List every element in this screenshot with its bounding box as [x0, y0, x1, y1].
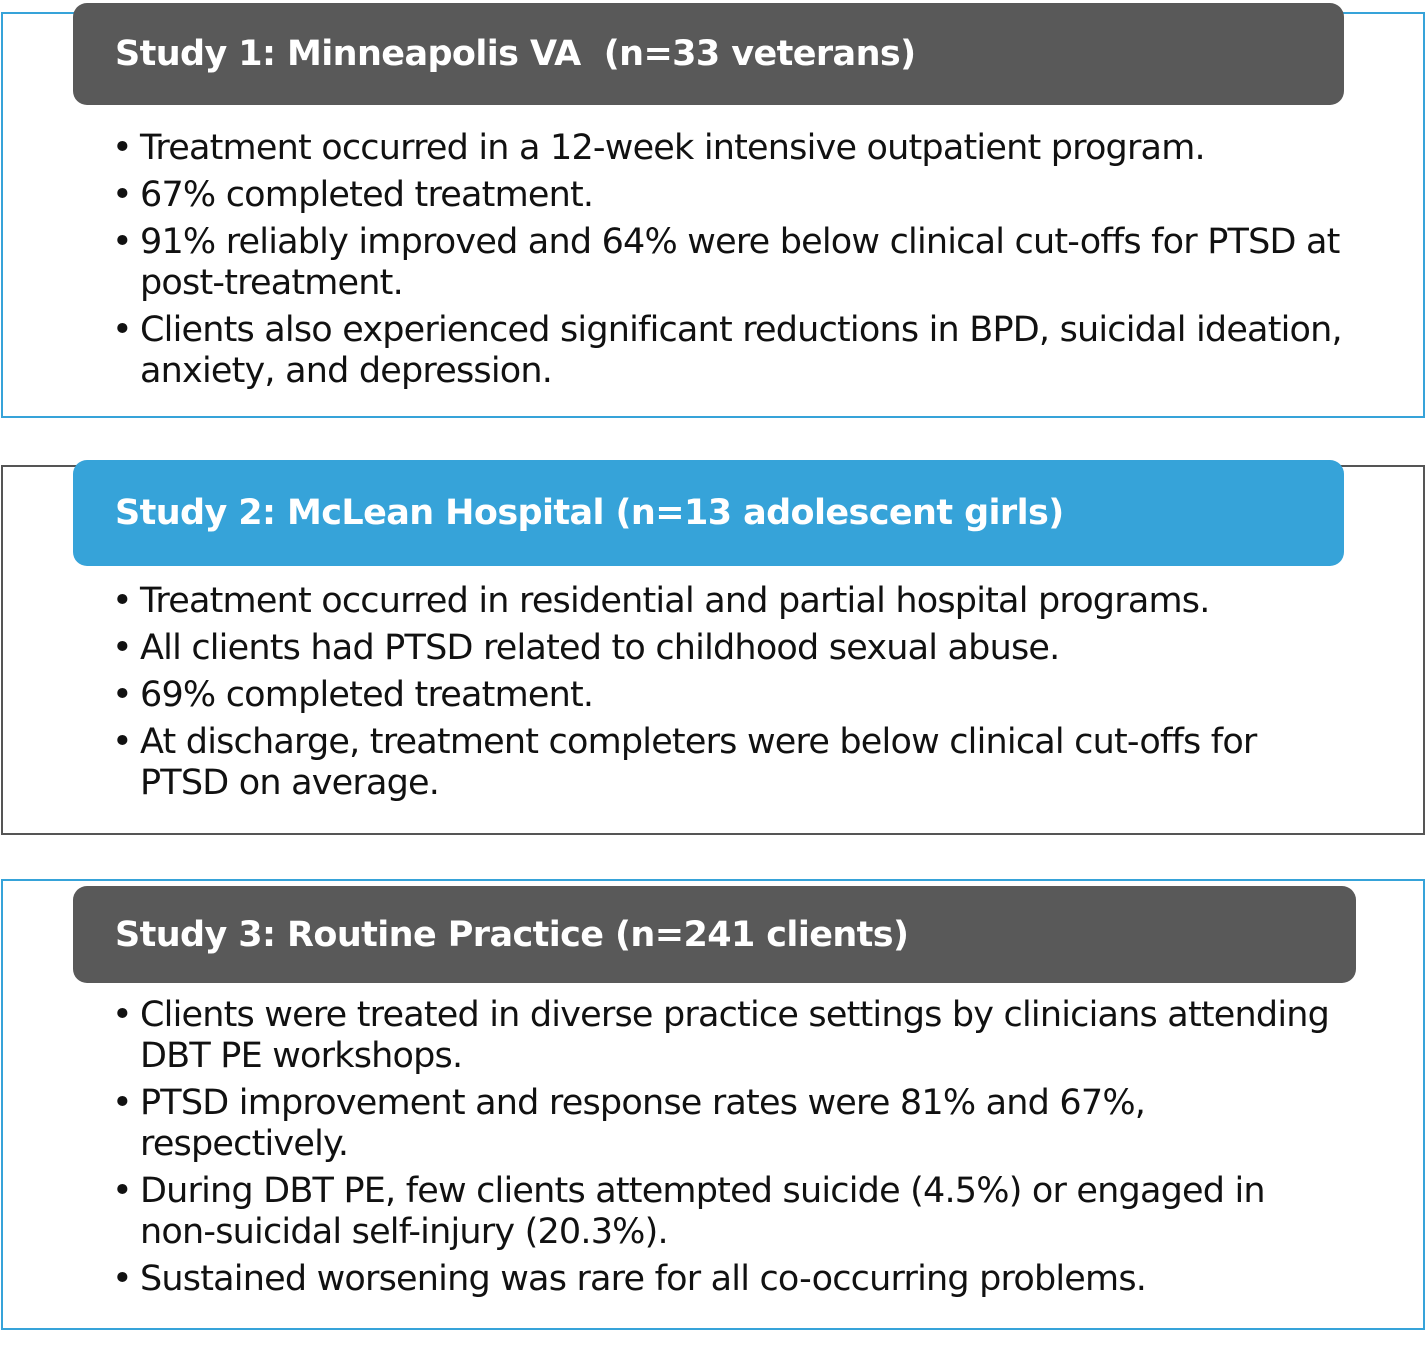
list-item: [112, 1171, 1342, 1253]
study-1-header: Study 1: Minneapolis VA (n=33 veterans): [73, 3, 1344, 105]
bullet-icon: •: [112, 628, 132, 668]
bullet-text: At discharge, treatment completers were below clinical cut-offs for PTSD on average.: [140, 722, 1257, 803]
list-item: [112, 995, 1342, 1077]
bullet-icon: •: [112, 175, 132, 215]
bullet-icon: •: [112, 1259, 132, 1299]
bullet-text: 67% completed treatment.: [140, 175, 594, 215]
list-item: [112, 1259, 1342, 1300]
list-item: [112, 1083, 1342, 1165]
bullet-text: All clients had PTSD related to childhood sexual abuse.: [140, 628, 1060, 668]
bullet-text: Clients were treated in diverse practice settings by clinicians attending DBT PE workshops.: [140, 995, 1330, 1076]
list-item: [112, 675, 1342, 716]
study-1-bullet-list: [112, 128, 1342, 398]
bullet-icon: •: [112, 222, 132, 262]
bullet-icon: •: [112, 128, 132, 168]
bullet-icon: •: [112, 310, 132, 350]
bullet-icon: •: [112, 1171, 132, 1211]
bullet-text: Clients also experienced significant reductions in BPD, suicidal ideation, anxiety, and depression.: [140, 310, 1342, 391]
study-2-header: Study 2: McLean Hospital (n=13 adolescent girls): [73, 460, 1344, 566]
bullet-text: PTSD improvement and response rates were 81% and 67%, respectively.: [140, 1083, 1146, 1164]
list-item: [112, 222, 1342, 304]
bullet-icon: •: [112, 722, 132, 762]
study-3-header: Study 3: Routine Practice (n=241 clients): [73, 886, 1356, 983]
bullet-text: Treatment occurred in residential and partial hospital programs.: [140, 581, 1210, 621]
list-item: [112, 628, 1342, 669]
bullet-text: Treatment occurred in a 12-week intensive outpatient program.: [140, 128, 1205, 168]
bullet-text: 69% completed treatment.: [140, 675, 594, 715]
list-item: [112, 128, 1342, 169]
bullet-icon: •: [112, 1083, 132, 1123]
list-item: [112, 175, 1342, 216]
bullet-icon: •: [112, 581, 132, 621]
bullet-icon: •: [112, 995, 132, 1035]
list-item: [112, 722, 1342, 804]
list-item: [112, 581, 1342, 622]
bullet-text: Sustained worsening was rare for all co-occurring problems.: [140, 1259, 1147, 1299]
bullet-text: During DBT PE, few clients attempted suicide (4.5%) or engaged in non-suicidal self-injury (20.3%).: [140, 1171, 1265, 1252]
study-2-bullet-list: [112, 581, 1342, 810]
bullet-text: 91% reliably improved and 64% were below clinical cut-offs for PTSD at post-treatment.: [140, 222, 1340, 303]
study-3-bullet-list: [112, 995, 1342, 1306]
bullet-icon: •: [112, 675, 132, 715]
list-item: [112, 310, 1342, 392]
